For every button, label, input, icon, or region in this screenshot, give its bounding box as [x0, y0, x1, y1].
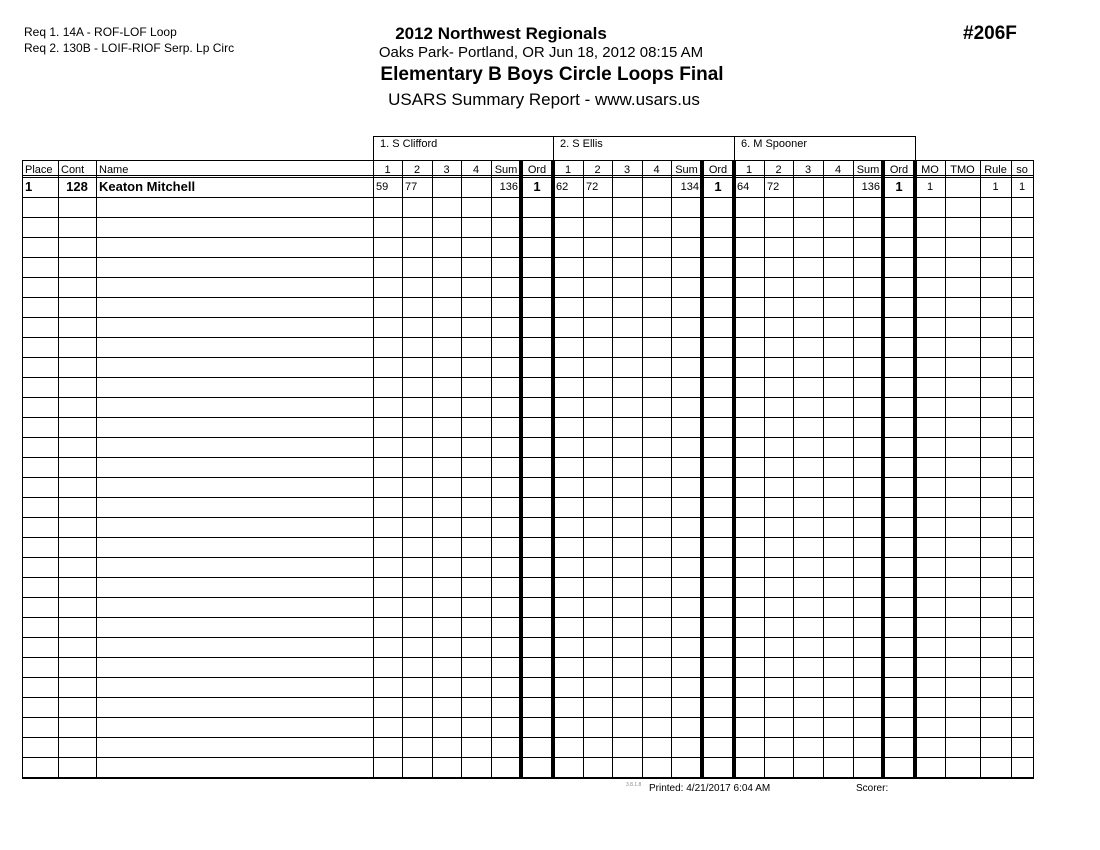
grid-hline [22, 237, 1033, 238]
judge-1-column-header: 3 [443, 164, 450, 176]
judge-2-column-header: Sum [675, 164, 698, 176]
judge-3-column-header: Sum [856, 164, 880, 176]
judge-2-column-header: 1 [564, 164, 572, 176]
grid-vline [96, 160, 97, 779]
grid-vline [461, 160, 462, 779]
judge-3-column-header: 4 [834, 164, 842, 176]
grid-vline [1033, 160, 1034, 779]
judge-3-s4-cell [823, 178, 853, 196]
judge-1-column-header: 4 [472, 164, 480, 176]
judge-2-s3-cell [612, 178, 642, 196]
judge-2-column-header: 2 [594, 164, 601, 176]
scorer-label: Scorer: [856, 783, 889, 794]
judge-2-sum-cell: 134 [680, 181, 699, 193]
grid-hline [22, 297, 1033, 298]
grid-hline [22, 217, 1033, 218]
judge-2-column-header: 3 [623, 164, 631, 176]
grid-hline [22, 657, 1033, 658]
judge-3-column-header: 1 [745, 164, 753, 176]
grid-vline [612, 160, 613, 779]
place-cell: 1 [25, 179, 33, 194]
grid-vline [671, 160, 672, 779]
grid-hline [22, 517, 1033, 518]
judge-1-column-header: 2 [413, 164, 421, 176]
event-title: Elementary B Boys Circle Loops Final [380, 64, 724, 85]
grid-hline [22, 577, 1033, 578]
column-header-place: Place [25, 164, 53, 176]
grid-hline [22, 477, 1033, 478]
grid-vline [980, 160, 981, 779]
judge-1-ord-cell: 1 [533, 179, 541, 194]
grid-vline [58, 160, 59, 779]
judge-2-s2-cell: 72 [586, 181, 599, 193]
mo-cell: 1 [926, 181, 934, 193]
grid-vline [402, 160, 403, 779]
grid-vline [823, 160, 824, 779]
grid-hline [22, 377, 1033, 378]
grid-vline [732, 160, 736, 779]
column-header-mo: MO [921, 164, 939, 176]
so-cell: 1 [1018, 181, 1026, 193]
grid-vline [700, 160, 704, 779]
grid-vline [945, 160, 946, 779]
grid-hline [22, 597, 1033, 598]
judge-3-sum-cell: 136 [861, 181, 880, 193]
grid-vline [22, 160, 23, 779]
grid-hline [22, 697, 1033, 698]
column-header-so: so [1016, 164, 1028, 176]
grid-hline [22, 397, 1033, 398]
tmo-cell [945, 178, 980, 196]
column-header-cont: Cont [61, 164, 85, 176]
grid-hline [22, 437, 1033, 438]
column-header-rule: Rule [984, 164, 1007, 176]
column-header-name: Name [99, 164, 129, 176]
grid-hline [22, 357, 1033, 358]
judge-header-1: 1. S Clifford [373, 136, 554, 160]
grid-vline [764, 160, 765, 779]
grid-vline [583, 160, 584, 779]
judge-1-s4-cell [461, 178, 491, 196]
rule-cell: 1 [992, 181, 999, 193]
judge-3-column-header: 2 [775, 164, 782, 176]
grid-vline [491, 160, 492, 779]
grid-hline [22, 757, 1033, 758]
judge-1-column-header: Ord [527, 164, 547, 176]
grid-vline [793, 160, 794, 779]
judge-1-column-header: 1 [384, 164, 391, 176]
column-header-tmo: TMO [950, 164, 975, 176]
grid-vline [881, 160, 885, 779]
judge-2-column-header: Ord [708, 164, 728, 176]
grid-hline [22, 317, 1033, 318]
grid-hline [22, 617, 1033, 618]
grid-hline [22, 637, 1033, 638]
grid-vline [853, 160, 854, 779]
grid-hline [22, 257, 1033, 258]
grid-hline [22, 457, 1033, 458]
grid-hline [22, 537, 1033, 538]
requirement-1: Req 1. 14A - ROF-LOF Loop [24, 25, 177, 39]
grid-vline [913, 160, 917, 779]
judge-header-2: 2. S Ellis [553, 136, 735, 160]
grid-vline [519, 160, 523, 779]
grid-hline [22, 557, 1033, 558]
skater-name-cell: Keaton Mitchell [99, 179, 196, 194]
grid-hline [22, 417, 1033, 418]
contestant-number-cell: 128 [66, 179, 88, 194]
requirement-2: Req 2. 130B - LOIF-RIOF Serp. Lp Circ [24, 41, 235, 55]
grid-vline [1011, 160, 1012, 779]
judge-1-s2-cell: 77 [405, 181, 418, 193]
grid-vline [551, 160, 555, 779]
version-label: 3.8.1.8 [626, 782, 642, 788]
grid-hline [22, 677, 1033, 678]
judge-3-s3-cell [793, 178, 823, 196]
judge-3-ord-cell: 1 [895, 179, 903, 194]
report-title: USARS Summary Report - www.usars.us [388, 90, 700, 109]
grid-hline [22, 497, 1033, 498]
judge-1-sum-cell: 136 [499, 181, 518, 193]
grid-hline [22, 737, 1033, 738]
location-date: Oaks Park- Portland, OR Jun 18, 2012 08:15 AM [378, 44, 704, 61]
judge-2-s4-cell [642, 178, 671, 196]
event-number: #206F [963, 23, 1017, 44]
judge-3-column-header: 3 [804, 164, 812, 176]
grid-hline [22, 717, 1033, 718]
grid-hline [22, 337, 1033, 338]
judge-3-column-header: Ord [889, 164, 909, 176]
competition-title: 2012 Northwest Regionals [395, 24, 607, 43]
grid-hline [22, 777, 1033, 779]
grid-hline [22, 277, 1033, 278]
grid-vline [432, 160, 433, 779]
judge-1-s3-cell [432, 178, 461, 196]
judge-2-ord-cell: 1 [714, 179, 722, 194]
judge-1-s1-cell: 59 [376, 181, 389, 193]
judge-2-s1-cell: 62 [556, 181, 569, 193]
grid-hline [22, 197, 1033, 198]
judge-2-column-header: 4 [653, 164, 660, 176]
judge-header-3: 6. M Spooner [734, 136, 916, 160]
judge-1-column-header: Sum [494, 164, 518, 176]
grid-vline [642, 160, 643, 779]
grid-vline [373, 160, 374, 779]
printed-timestamp: Printed: 4/21/2017 6:04 AM [649, 783, 771, 794]
judge-3-s2-cell: 72 [767, 181, 780, 193]
judge-3-s1-cell: 64 [737, 181, 750, 193]
